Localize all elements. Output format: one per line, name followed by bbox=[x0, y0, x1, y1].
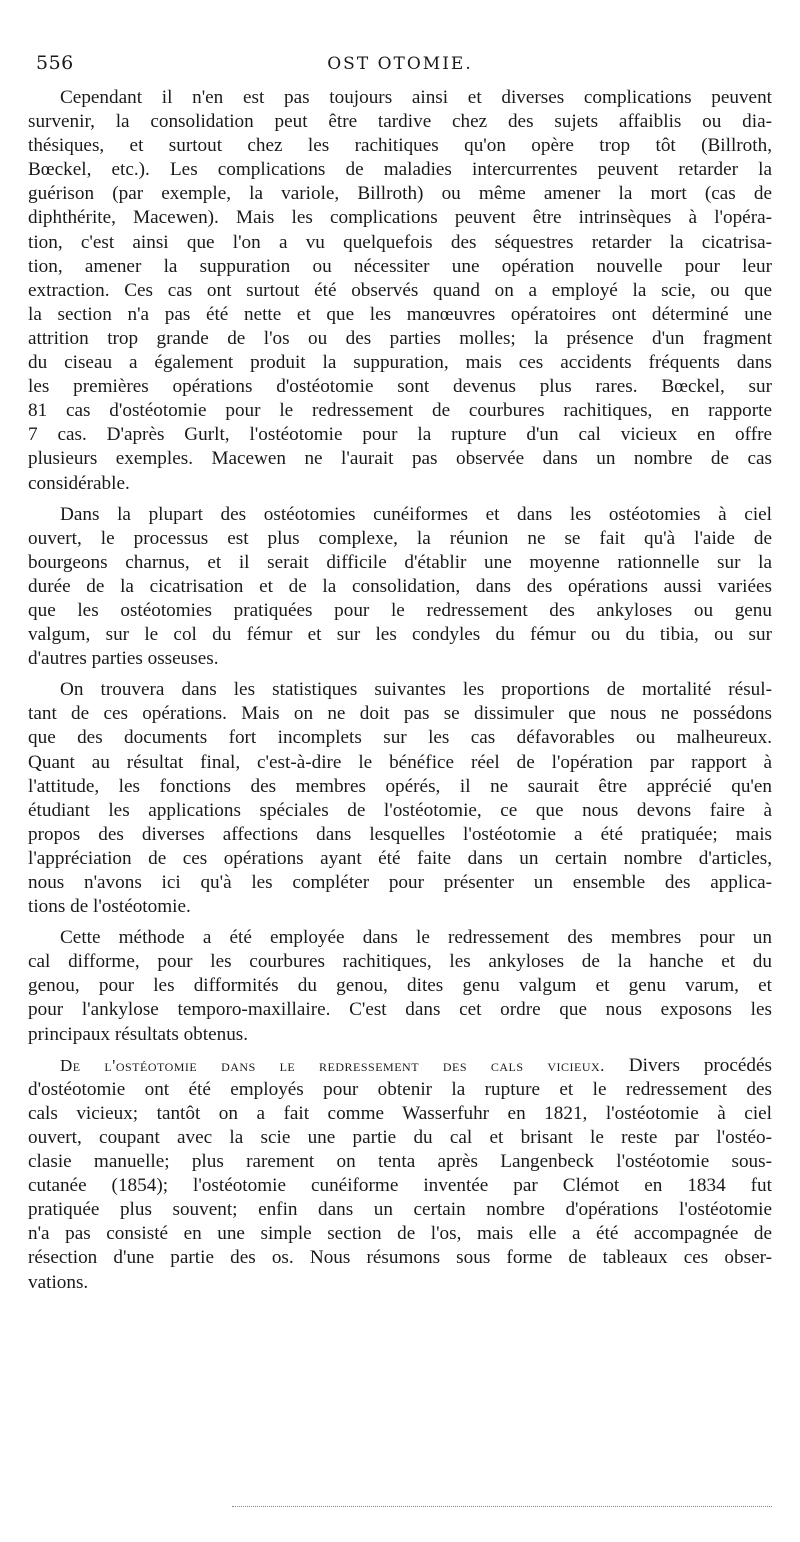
text-line: On trouvera dans les statistiques suivantes les proportions de mortalité résul- bbox=[60, 679, 772, 701]
text-line: que des documents fort incomplets sur les cas défavorables ou malheureux. bbox=[28, 727, 772, 749]
text-line: n'a pas consisté en une simple section de l'os, mais elle a été accompagnée de bbox=[28, 1223, 772, 1245]
text-line: tant de ces opérations. Mais on ne doit pas se dissimuler que nous ne possédons bbox=[28, 703, 772, 725]
paragraph bbox=[28, 86, 772, 496]
text-line: valgum, sur le col du fémur et sur les condyles du fémur ou du tibia, ou sur bbox=[28, 624, 772, 646]
text-line: d'autres parties osseuses. bbox=[28, 648, 219, 670]
page bbox=[28, 52, 772, 1302]
text-line: que les ostéotomies pratiquées pour le redressement des ankyloses ou genu bbox=[28, 599, 772, 621]
text-line: principaux résultats obtenus. bbox=[28, 1023, 249, 1045]
text-line: plusieurs exemples. Macewen ne l'aurait pas observée dans un nombre de cas bbox=[28, 448, 772, 470]
page-header bbox=[28, 52, 772, 84]
footer-rule bbox=[232, 1506, 772, 1507]
text-line: pratiquée plus souvent; enfin dans un certain nombre d'opérations l'ostéotomie bbox=[28, 1199, 772, 1221]
text-line: la section n'a pas été nette et que les manœuvres opératoires ont déterminé une bbox=[28, 303, 772, 325]
text-line: pour l'ankylose temporo-maxillaire. C'est dans cet ordre que nous exposons les bbox=[28, 999, 772, 1021]
text-line: les premières opérations d'ostéotomie sont devenus plus rares. Bœckel, sur bbox=[28, 376, 772, 398]
text-segment: Divers procédés bbox=[604, 1054, 772, 1076]
text-line: clasie manuelle; plus rarement on tenta après Langenbeck l'ostéotomie sous- bbox=[28, 1151, 772, 1173]
text-line: l'attitude, les fonctions des membres opérés, il ne saurait être apprécié qu'en bbox=[28, 775, 772, 797]
text-line: ouvert, coupant avec la scie une partie du cal et brisant le reste par l'ostéo- bbox=[28, 1126, 772, 1148]
text-line: l'appréciation de ces opérations ayant été faite dans un certain nombre d'articles, bbox=[28, 847, 772, 869]
section-heading: De l'ostéotomie dans le redressement des cals vicieux. bbox=[60, 1055, 605, 1075]
paragraph bbox=[28, 926, 772, 1046]
text-line: cutanée (1854); l'ostéotomie cunéiforme inventée par Clémot en 1834 fut bbox=[28, 1175, 772, 1197]
text-line: ouvert, le processus est plus complexe, la réunion ne se fait qu'à l'aide de bbox=[28, 527, 772, 549]
text-line: attrition trop grande de l'os ou des parties molles; la présence d'un fragment bbox=[28, 327, 772, 349]
text-line bbox=[28, 1054, 772, 1078]
text-line: étudiant les applications spéciales de l'ostéotomie, ce que nous devons faire à bbox=[28, 799, 772, 821]
text-line: Cependant il n'en est pas toujours ainsi et diverses complications peuvent bbox=[60, 87, 772, 108]
text-line: thésiques, et surtout chez les rachitiques qu'on opère trop tôt (Billroth, bbox=[28, 135, 772, 157]
paragraph bbox=[28, 1054, 772, 1295]
text-line: tion, c'est ainsi que l'on a vu quelquefois des séquestres retarder la cicatrisa- bbox=[28, 231, 772, 253]
text-line: bourgeons charnus, et il serait difficile d'établir une moyenne rationnelle sur la bbox=[28, 551, 772, 573]
text-line: nous n'avons ici qu'à les compléter pour présenter un ensemble des applica- bbox=[28, 872, 772, 893]
text-line: Quant au résultat final, c'est-à-dire le bénéfice réel de l'opération par rapport à bbox=[28, 751, 772, 773]
text-line: Bœckel, etc.). Les complications de maladies intercurrentes peuvent retarder la bbox=[28, 159, 772, 181]
text-line: propos des diverses affections dans lesquelles l'ostéotomie a été pratiquée; mais bbox=[28, 823, 772, 845]
text-line: Dans la plupart des ostéotomies cunéiformes et dans les ostéotomies à ciel bbox=[60, 503, 772, 525]
running-title: OST OTOMIE. bbox=[327, 54, 473, 74]
text-line: considérable. bbox=[28, 472, 130, 494]
text-line: guérison (par exemple, la variole, Billroth) ou même amener la mort (cas de bbox=[28, 183, 772, 205]
text-line: résection d'une partie des os. Nous résumons sous forme de tableaux ces obser- bbox=[28, 1247, 772, 1269]
text-line: extraction. Ces cas ont surtout été observés quand on a employé la scie, ou que bbox=[28, 279, 772, 301]
paragraph bbox=[28, 678, 772, 919]
page-number: 556 bbox=[36, 52, 74, 74]
text-line: 81 cas d'ostéotomie pour le redressement de courbures rachitiques, en rapporte bbox=[28, 400, 772, 422]
text-line: genou, pour les difformités du genou, dites genu valgum et genu varum, et bbox=[28, 975, 772, 997]
text-line: 7 cas. D'après Gurlt, l'ostéotomie pour la rupture d'un cal vicieux en offre bbox=[28, 424, 772, 446]
text-line: durée de la cicatrisation et de la consolidation, dans des opérations aussi variées bbox=[28, 575, 772, 597]
text-line: cal difforme, pour les courbures rachitiques, les ankyloses de la hanche et du bbox=[28, 951, 772, 973]
text-line: cals vicieux; tantôt on a fait comme Wasserfuhr en 1821, l'ostéotomie à ciel bbox=[28, 1102, 772, 1124]
text-line: du ciseau a également produit la suppuration, mais ces accidents fréquents dans bbox=[28, 352, 772, 374]
text-line: survenir, la consolidation peut être tardive chez des sujets affaiblis ou dia- bbox=[28, 111, 772, 133]
text-line: vations. bbox=[28, 1271, 89, 1293]
text-line: tions de l'ostéotomie. bbox=[28, 896, 191, 918]
body-text bbox=[28, 86, 772, 1295]
text-line: tion, amener la suppuration ou nécessiter une opération nouvelle pour leur bbox=[28, 255, 772, 277]
paragraph bbox=[28, 503, 772, 672]
text-line: Cette méthode a été employée dans le redressement des membres pour un bbox=[60, 927, 772, 949]
text-line: diphthérite, Macewen). Mais les complications peuvent être intrinsèques à l'opéra- bbox=[28, 207, 772, 229]
text-line: d'ostéotomie ont été employés pour obtenir la rupture et le redressement des bbox=[28, 1078, 772, 1100]
